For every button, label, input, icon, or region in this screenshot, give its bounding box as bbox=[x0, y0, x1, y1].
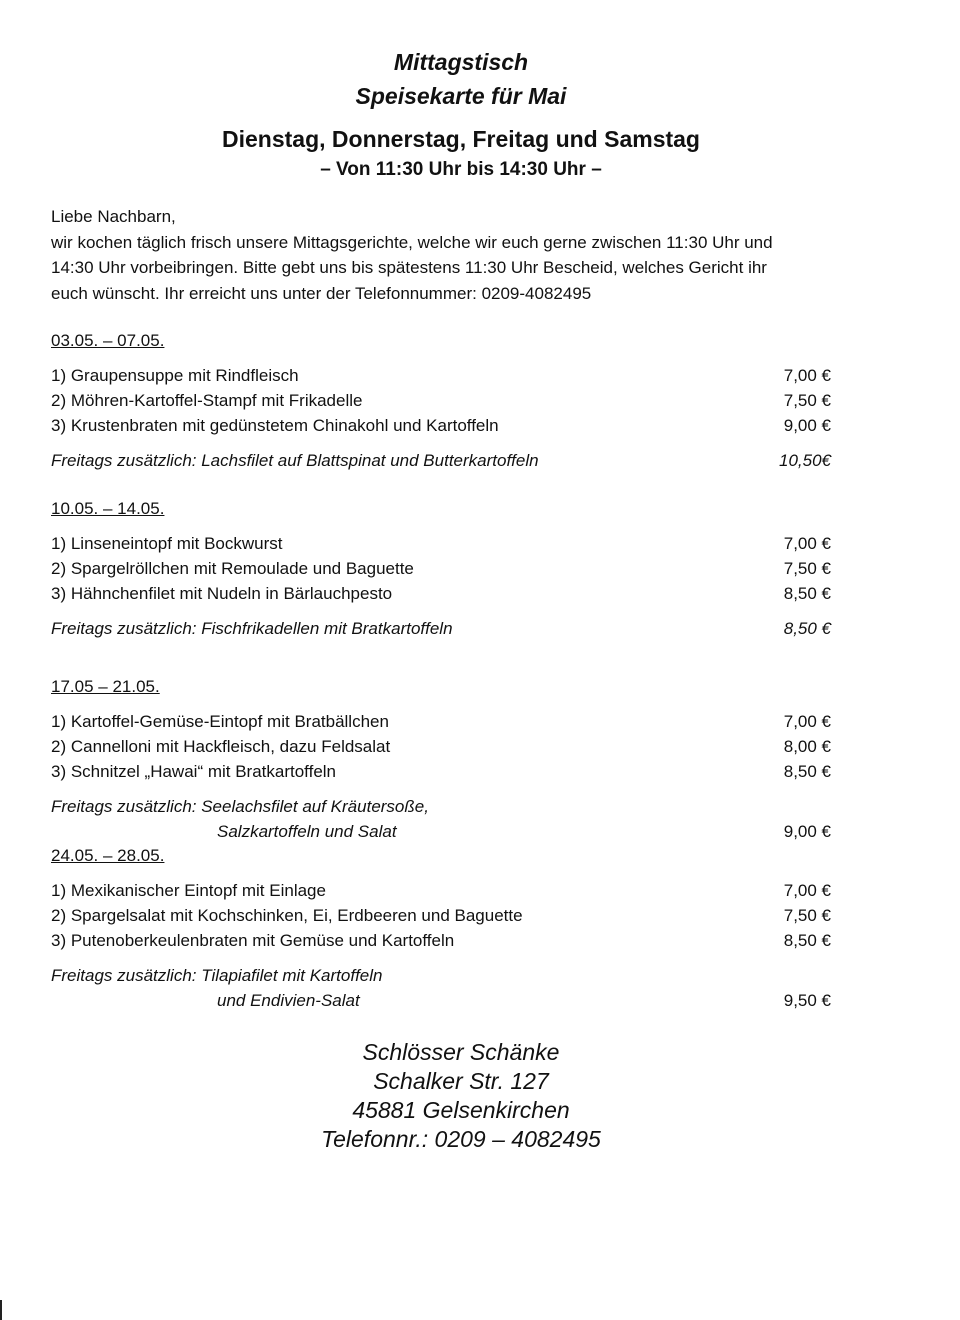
dish-price: 7,00 € bbox=[783, 881, 831, 900]
dish-name: 1) Linseneintopf mit Bockwurst bbox=[51, 534, 283, 553]
week-section bbox=[51, 675, 841, 844]
dish-price: 8,50 € bbox=[783, 584, 831, 603]
dish-price: 7,00 € bbox=[783, 366, 831, 385]
scan-edge-mark bbox=[0, 1300, 2, 1320]
page-title: Mittagstisch bbox=[393, 49, 529, 75]
week-date: 03.05. – 07.05. bbox=[51, 331, 165, 350]
dish-price: 7,50 € bbox=[783, 906, 831, 925]
dish-row bbox=[51, 531, 841, 556]
extra-dish-name: Freitags zusätzlich: Seelachsfilet auf Kräutersoße, bbox=[51, 797, 429, 816]
dish-name: 2) Möhren-Kartoffel-Stampf mit Frikadelle bbox=[51, 391, 363, 410]
dish-row bbox=[51, 709, 841, 734]
extra-dish-name-continued: Salzkartoffeln und Salat bbox=[217, 822, 397, 841]
friday-extra bbox=[51, 794, 841, 844]
dish-price: 8,50 € bbox=[783, 762, 831, 781]
dish-name: 1) Kartoffel-Gemüse-Eintopf mit Bratbällchen bbox=[51, 712, 389, 731]
dish-name: 1) Graupensuppe mit Rindfleisch bbox=[51, 366, 299, 385]
extra-row bbox=[51, 963, 841, 988]
extra-row bbox=[51, 794, 841, 819]
dish-row bbox=[51, 759, 841, 784]
restaurant-phone: Telefonnr.: 0209 – 4082495 bbox=[321, 1126, 601, 1152]
extra-row bbox=[51, 988, 841, 1013]
dish-name: 1) Mexikanischer Eintopf mit Einlage bbox=[51, 881, 326, 900]
friday-extra bbox=[51, 963, 841, 1013]
intro-greeting: Liebe Nachbarn, bbox=[51, 207, 176, 226]
week-section bbox=[51, 844, 841, 1013]
dish-price: 9,00 € bbox=[783, 416, 831, 435]
extra-dish-name: Freitags zusätzlich: Lachsfilet auf Blattspinat und Butterkartoffeln bbox=[51, 451, 539, 470]
dish-price: 7,00 € bbox=[783, 712, 831, 731]
serving-hours: – Von 11:30 Uhr bis 14:30 Uhr – bbox=[320, 159, 602, 180]
dish-price: 7,00 € bbox=[783, 534, 831, 553]
serving-days: Dienstag, Donnerstag, Freitag und Samstag bbox=[222, 126, 700, 152]
intro-line: 14:30 Uhr vorbeibringen. Bitte gebt uns bis spätestens 11:30 Uhr Bescheid, welches Gericht ihr bbox=[51, 258, 767, 277]
dish-row bbox=[51, 363, 841, 388]
dish-price: 8,50 € bbox=[783, 931, 831, 950]
restaurant-street: Schalker Str. 127 bbox=[373, 1068, 549, 1094]
dish-name: 2) Spargelsalat mit Kochschinken, Ei, Erdbeeren und Baguette bbox=[51, 906, 523, 925]
restaurant-address bbox=[0, 1038, 922, 1154]
extra-dish-name: Freitags zusätzlich: Fischfrikadellen mit Bratkartoffeln bbox=[51, 619, 453, 638]
restaurant-name: Schlösser Schänke bbox=[362, 1039, 560, 1065]
week-section bbox=[51, 497, 841, 641]
dish-name: 3) Hähnchenfilet mit Nudeln in Bärlauchpesto bbox=[51, 584, 393, 603]
extra-dish-name: Freitags zusätzlich: Tilapiafilet mit Kartoffeln bbox=[51, 966, 383, 985]
extra-dish-price: 9,50 € bbox=[783, 991, 831, 1010]
dish-row bbox=[51, 413, 841, 438]
week-date: 17.05 – 21.05. bbox=[51, 677, 160, 696]
dish-name: 3) Putenoberkeulenbraten mit Gemüse und Kartoffeln bbox=[51, 931, 455, 950]
extra-dish-price: 9,00 € bbox=[783, 822, 831, 841]
dish-price: 7,50 € bbox=[783, 391, 831, 410]
extra-dish-price: 8,50 € bbox=[783, 619, 831, 638]
week-section bbox=[51, 329, 841, 473]
dish-row bbox=[51, 556, 841, 581]
dish-row bbox=[51, 928, 841, 953]
dish-row bbox=[51, 878, 841, 903]
dish-row bbox=[51, 388, 841, 413]
week-date: 10.05. – 14.05. bbox=[51, 499, 165, 518]
intro-line: euch wünscht. Ihr erreicht uns unter der Telefonnummer: 0209-4082495 bbox=[51, 283, 592, 303]
dish-name: 2) Spargelröllchen mit Remoulade und Baguette bbox=[51, 559, 414, 578]
dish-price: 8,00 € bbox=[783, 737, 831, 756]
dish-name: 3) Krustenbraten mit gedünstetem Chinakohl und Kartoffeln bbox=[51, 416, 499, 435]
restaurant-city: 45881 Gelsenkirchen bbox=[352, 1097, 570, 1123]
dish-row bbox=[51, 734, 841, 759]
extra-row bbox=[51, 448, 841, 473]
dish-name: 2) Cannelloni mit Hackfleisch, dazu Feldsalat bbox=[51, 737, 391, 756]
week-date: 24.05. – 28.05. bbox=[51, 846, 165, 865]
extra-dish-name-continued: und Endivien-Salat bbox=[217, 991, 360, 1010]
extra-row bbox=[51, 819, 841, 844]
intro-text bbox=[51, 204, 881, 306]
extra-row bbox=[51, 616, 841, 641]
friday-extra bbox=[51, 616, 841, 641]
extra-dish-price: 10,50€ bbox=[779, 451, 831, 470]
page-subtitle: Speisekarte für Mai bbox=[355, 83, 567, 109]
dish-name: 3) Schnitzel „Hawai“ mit Bratkartoffeln bbox=[51, 762, 337, 781]
friday-extra bbox=[51, 448, 841, 473]
dish-row bbox=[51, 581, 841, 606]
intro-line: wir kochen täglich frisch unsere Mittagsgerichte, welche wir euch gerne zwischen 11:30 Uhr und bbox=[51, 232, 773, 252]
dish-price: 7,50 € bbox=[783, 559, 831, 578]
dish-row bbox=[51, 903, 841, 928]
